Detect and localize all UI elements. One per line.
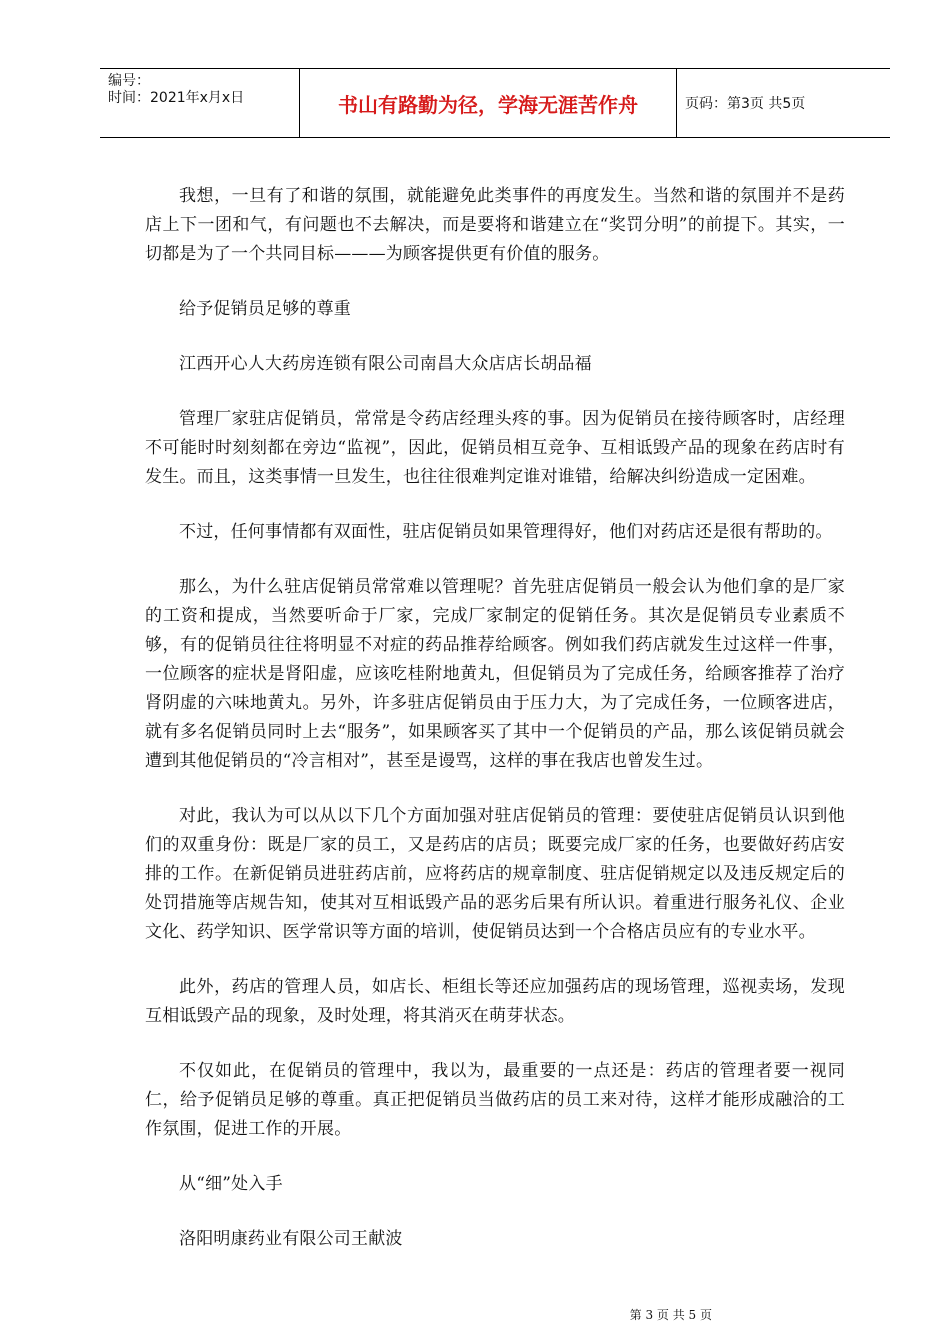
section-heading: 从“细”处入手 [179,1174,283,1194]
paragraph: 此外，药店的管理人员，如店长、柜组长等还应加强药店的现场管理，巡视卖场，发现互相诋毁产品的现象，及时处理，将其消灭在萌芽状态。 [145,977,845,1026]
author-line: 江西开心人大药房连锁有限公司南昌大众店店长胡品福 [179,354,592,374]
document-body [145,182,845,1280]
paragraph: 不过，任何事情都有双面性，驻店促销员如果管理得好，他们对药店还是很有帮助的。 [179,522,833,542]
author-line: 洛阳明康药业有限公司王献波 [179,1229,403,1249]
section-heading: 给予促销员足够的尊重 [179,299,351,319]
paragraph: 对此，我认为可以从以下几个方面加强对驻店促销员的管理：要使驻店促销员认识到他们的双重身份：既是厂家的员工，又是药店的店员；既要完成厂家的任务，也要做好药店安排的工作。在新促销员进驻药店前，应将药店的规章制度、驻店促销规定以及违反规定后的处罚措施等店规告知，使其对互相诋毁产品的恶劣后果有所认识。着重进行服务礼仪、企业文化、药学知识、医学常识等方面的培训，使促销员达到一个合格店员应有的专业水平。 [145,806,845,942]
header-meta [100,69,300,137]
header-page-info: 页码：第3页 共5页 [685,96,806,112]
paragraph: 那么，为什么驻店促销员常常难以管理呢？首先驻店促销员一般会认为他们拿的是厂家的工资和提成，当然要听命于厂家，完成厂家制定的促销任务。其次是促销员专业素质不够，有的促销员往往将明显不对症的药品推荐给顾客。例如我们药店就发生过这样一件事，一位顾客的症状是肾阳虚，应该吃桂附地黄丸，但促销员为了完成任务，给顾客推荐了治疗肾阴虚的六味地黄丸。另外，许多驻店促销员由于压力大，为了完成任务，一位顾客进店，就有多名促销员同时上去“服务”，如果顾客买了其中一个促销员的产品，那么该促销员就会遭到其他促销员的“冷言相对”，甚至是谩骂，这样的事在我店也曾发生过。 [145,577,845,771]
paragraph: 我想，一旦有了和谐的氛围，就能避免此类事件的再度发生。当然和谐的氛围并不是药店上下一团和气，有问题也不去解决，而是要将和谐建立在“奖罚分明”的前提下。其实，一切都是为了一个共同目标———为顾客提供更有价值的服务。 [145,186,845,264]
header-motto: 书山有路勤为径，学海无涯苦作舟 [300,69,677,137]
paragraph: 不仅如此，在促销员的管理中，我以为，最重要的一点还是：药店的管理者要一视同仁，给予促销员足够的尊重。真正把促销员当做药店的员工来对待，这样才能形成融洽的工作氛围，促进工作的开展。 [145,1061,845,1139]
document-number-label: 编号： [108,73,150,89]
page-footer: 第 3 页 共 5 页 [629,1308,712,1322]
page-header [100,68,890,138]
document-date: 时间：2021年x月x日 [108,90,245,106]
paragraph: 管理厂家驻店促销员，常常是令药店经理头疼的事。因为促销员在接待顾客时，店经理不可能时时刻刻都在旁边“监视”，因此，促销员相互竞争、互相诋毁产品的现象在药店时有发生。而且，这类事情一旦发生，也往往很难判定谁对谁错，给解决纠纷造成一定困难。 [145,409,845,487]
